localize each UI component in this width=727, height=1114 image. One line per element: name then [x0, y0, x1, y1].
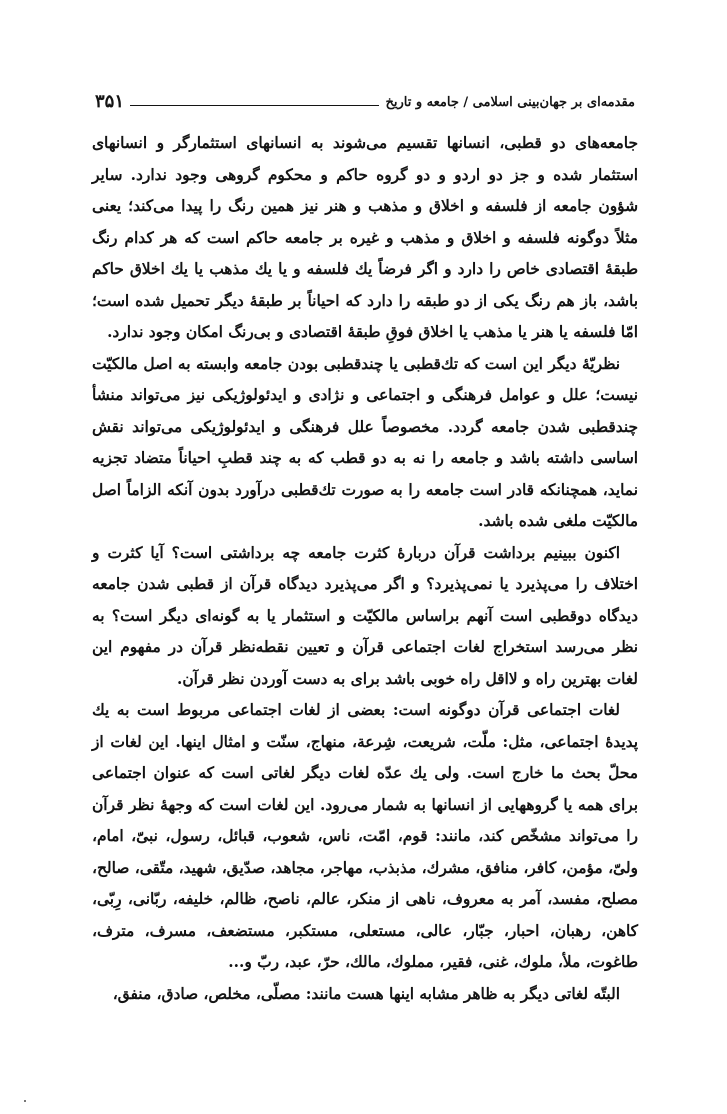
paragraph: نظریّهٔ دیگر این است که تك‌قطبی یا چندقطبی بودن جامعه وابسته به اصل مالکیّت نیست؛ علل و عوامل فرهنگی و اجتماعی و نژادی و ایدئولوژیکی نیز می‌تواند منشأ چندقطبی شدن جامعه گردد. مخصوصاً علل فرهنگی و ایدئولوژیکی می‌تواند نقش اساسی داشته باشد و جامعه را نه به دو قطب که به چند قطبِ احیاناً متضاد تجزیه نماید، همچنانکه قادر است جامعه را به صورت تك‌قطبی درآورد بدون آنکه الزاماً اصل مالکیّت ملغی شده باشد. [92, 354, 638, 530]
paragraph: اکنون ببینیم برداشت قرآن دربارهٔ کثرت جامعه چه برداشتی است؟ آیا کثرت و اختلاف را می‌پذیرد یا نمی‌پذیرد؟ و اگر می‌پذیرد دیدگاه قرآن از قطبی شدن جامعه دیدگاه دوقطبی است آنهم براساس مالکیّت و استثمار یا به گونه‌ای دیگر است؟ به نظر می‌رسد استخراج لغات اجتماعی قرآن و تعیین نقطه‌نظر قرآن در مفهوم این لغات بهترین راه و لااقل راه خوبی باشد برای به دست آوردن نظر قرآن. [92, 543, 638, 688]
paragraph: جامعه‌های دو قطبی، انسانها تقسیم می‌شوند به انسانهای استثمارگر و انسانهای استثمار شده و جز دو اردو و دو گروه حاکم و محکوم گروهی وجود ندارد. سایر شؤون جامعه از فلسفه و اخلاق و مذهب و هنر نیز همین رنگ را پیدا می‌کند؛ یعنی مثلاً دوگونه فلسفه و اخلاق و مذهب و غیره بر جامعه حاکم است که هر کدام رنگ طبقهٔ اقتصادی خاص را دارد و اگر فرضاً یك فلسفه و یا یك مذهب یا یك اخلاق حاکم باشد، باز هم رنگ یکی از دو طبقه را دارد که احیاناً بر طبقهٔ دیگر تحمیل شده است؛ امّا فلسفه یا هنر یا مذهب یا اخلاق فوقِ طبقهٔ اقتصادی و بی‌رنگ امکان وجود ندارد. [92, 134, 638, 341]
page-number: ۳۵۱ [95, 91, 125, 112]
running-header [95, 84, 635, 112]
running-title: مقدمه‌ای بر جهان‌بینی اسلامی / جامعه و تاریخ [385, 95, 635, 110]
paragraph: لغات اجتماعی قرآن دوگونه است: بعضی از لغات اجتماعی مربوط است به یك پدیدهٔ اجتماعی، مثل: ملّت، شریعت، شِرعة، منهاج، سنّت و امثال اینها. این لغات از محلّ بحث ما خارج است. ولی یك عدّه لغات دیگر لغاتی است که عنوان اجتماعی برای همه یا گروههایی از انسانها به شمار می‌رود. این لغات است که وجههٔ نظر قرآن را می‌تواند مشخّص کند، مانند: قوم، امّت، ناس، شعوب، قبائل، رسول، نبیّ، امام، ولیّ، مؤمن، کافر، منافق، مشرك، مذبذب، مهاجر، مجاهد، صدّیق، شهید، متّقی، صالح، مصلح، مفسد، آمر به معروف، ناهی از منکر، عالم، ناصح، ظالم، خلیفه، ربّانی، رِبّی، کاهن، رهبان، احبار، جبّار، عالی، مستعلی، مستکبر، مستضعف، مسرف، مترف، طاغوت، ملأ، ملوك، غنی، فقیر، مملوك، مالك، حرّ، عبد، ربّ و... [92, 701, 638, 971]
scan-speck [24, 1100, 26, 1102]
body-text [92, 128, 638, 1010]
paragraph: البتّه لغاتی دیگر به ظاهر مشابه اینها هست مانند: مصلّی، مخلص، صادق، منفق، [112, 984, 620, 1003]
header-rule [130, 105, 379, 106]
